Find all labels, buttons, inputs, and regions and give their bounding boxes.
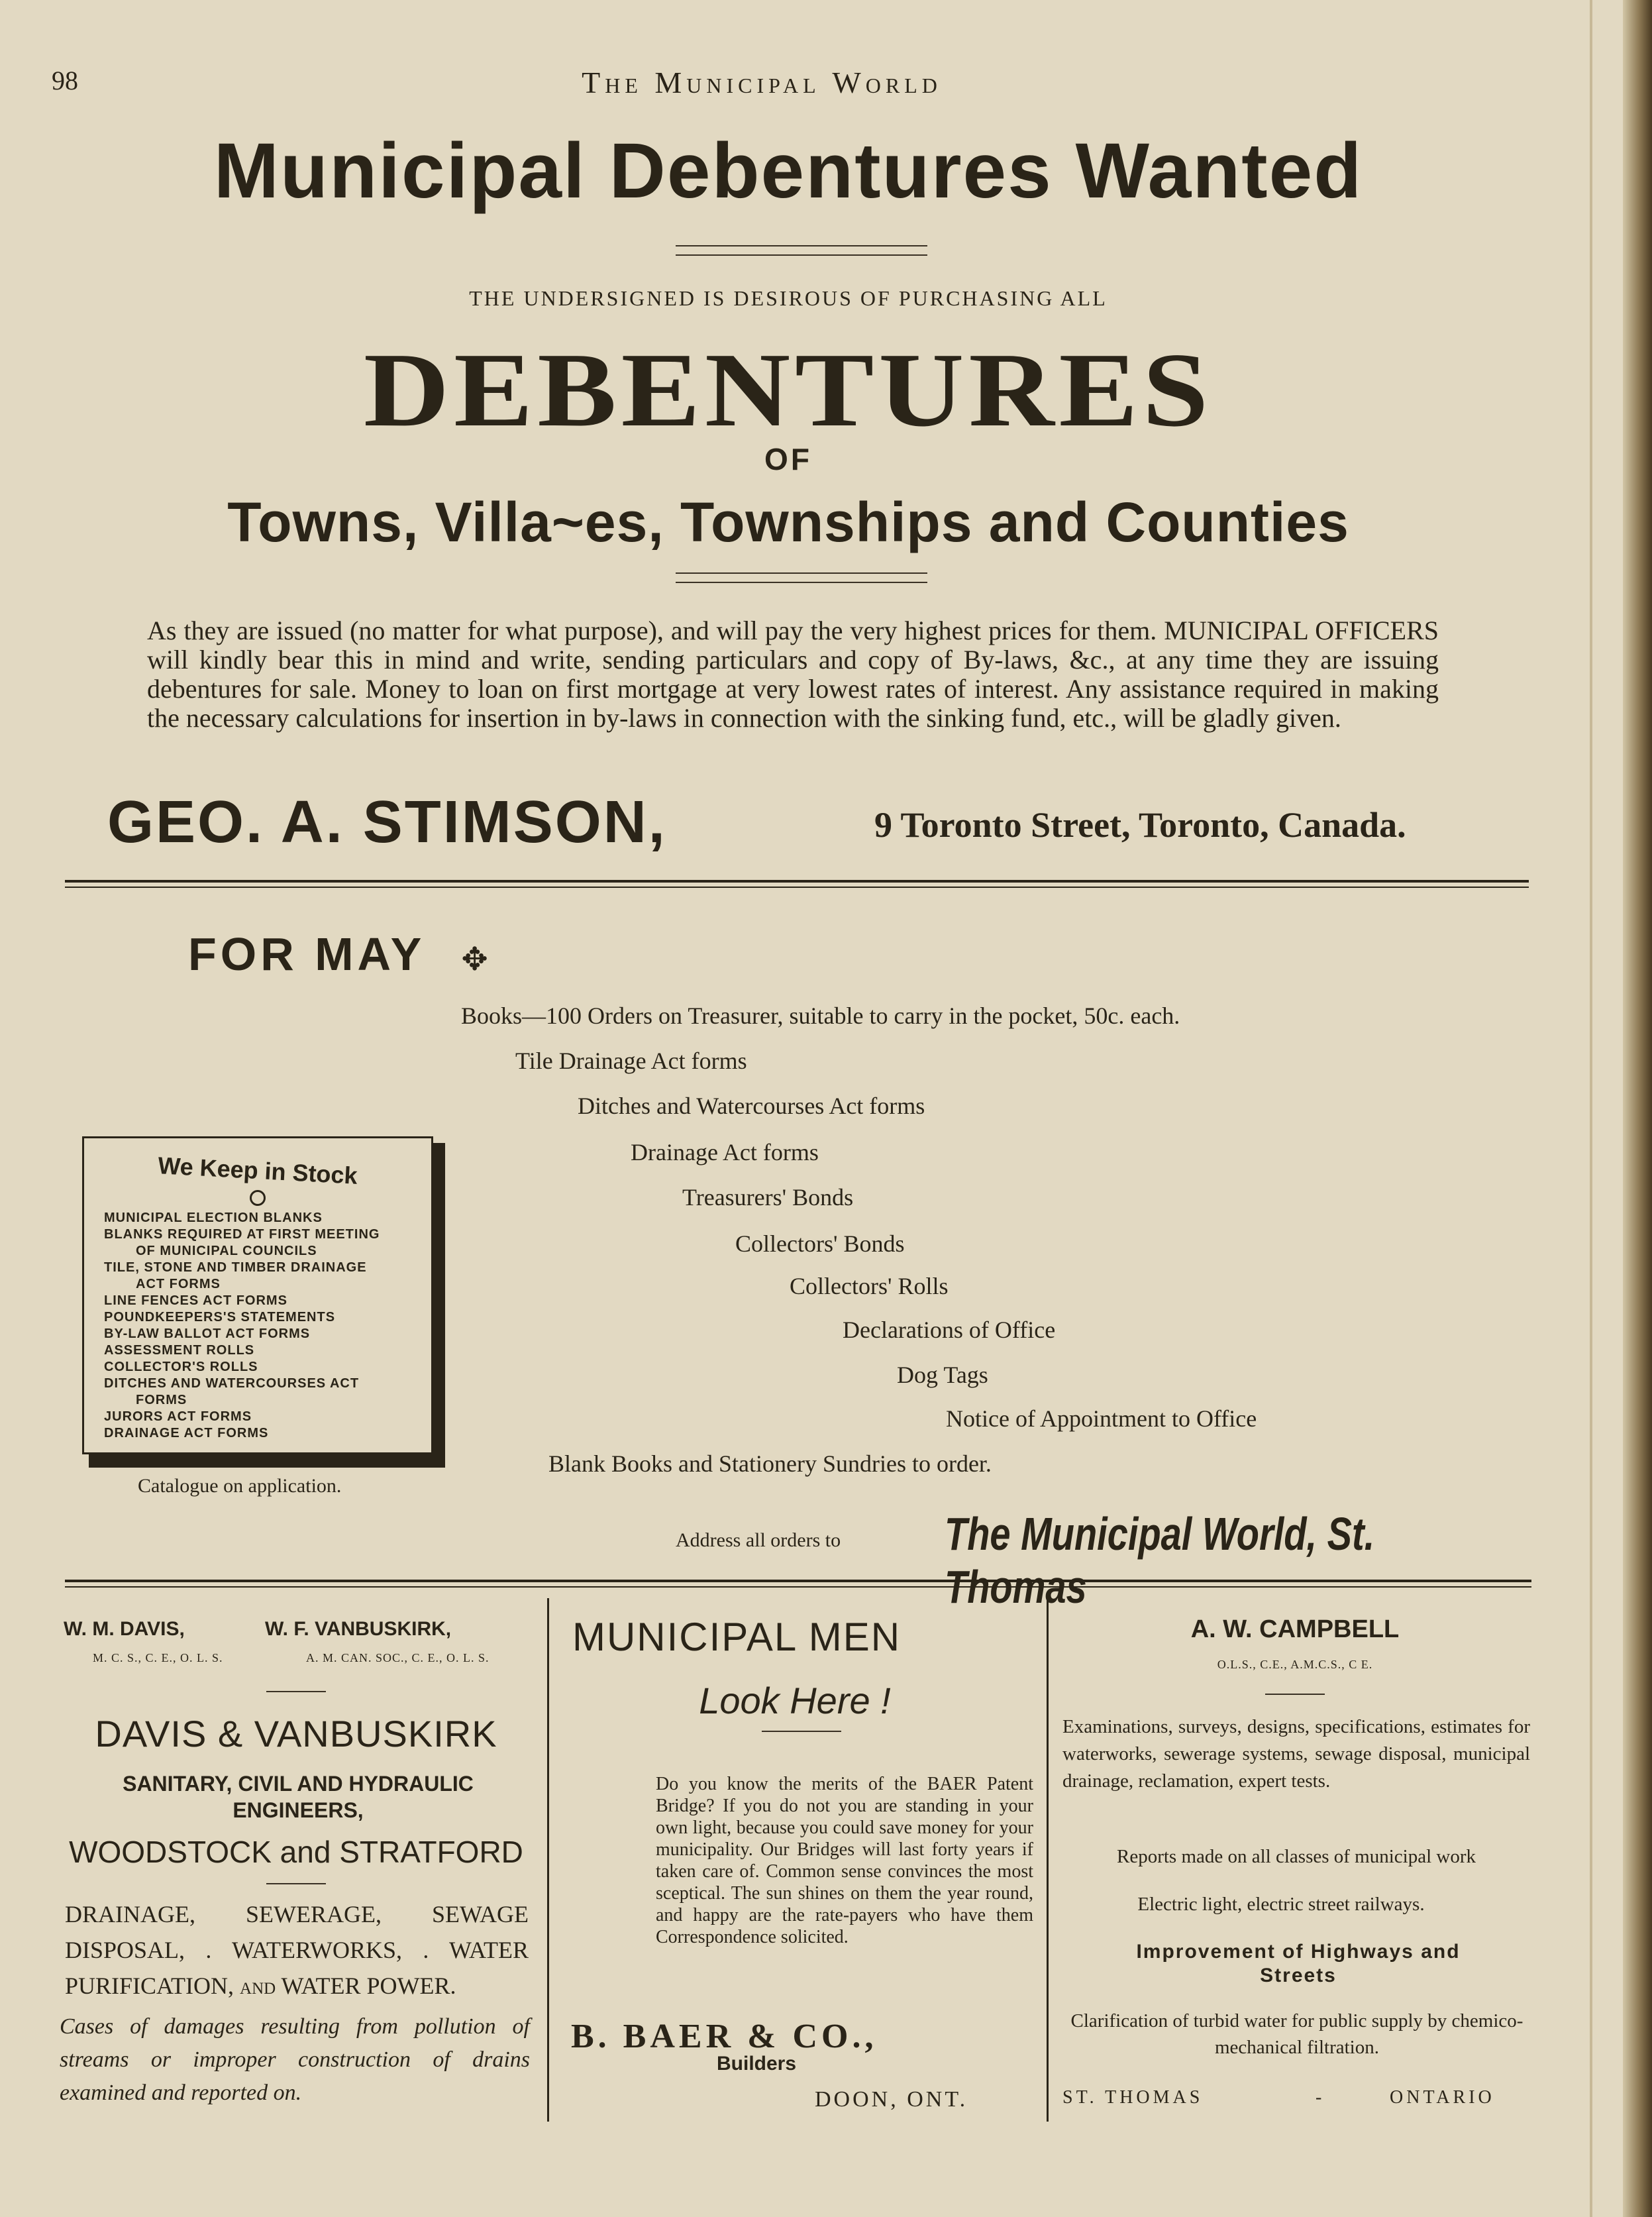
- address-label: Address all orders to: [676, 1529, 841, 1551]
- ornamental-rule: [676, 245, 927, 256]
- of-line: OF: [764, 442, 812, 476]
- stock-item: FORMS: [136, 1393, 187, 1407]
- list-item: Treasurers' Bonds: [682, 1184, 854, 1211]
- stock-item: COLLECTOR'S ROLLS: [104, 1360, 258, 1374]
- baer-company: B. BAER & CO.,: [571, 2018, 878, 2055]
- page-number: 98: [52, 66, 78, 95]
- stock-box-title: We Keep in Stock: [157, 1152, 358, 1189]
- section-rule: [65, 887, 1529, 888]
- list-item: Collectors' Bonds: [735, 1230, 905, 1257]
- stock-item: LINE FENCES ACT FORMS: [104, 1293, 287, 1308]
- stock-item: TILE, STONE AND TIMBER DRAINAGE: [104, 1260, 367, 1275]
- stock-item: ACT FORMS: [136, 1277, 221, 1291]
- list-item: Declarations of Office: [843, 1317, 1056, 1343]
- short-rule: [266, 1691, 326, 1692]
- list-item: Books—100 Orders on Treasurer, suitable to carry in the pocket, 50c. each.: [461, 1002, 1180, 1029]
- list-item: Tile Drainage Act forms: [515, 1048, 747, 1074]
- page-edge-shadow: [1623, 0, 1652, 2217]
- firm-name: DAVIS & VANBUSKIRK: [95, 1713, 497, 1755]
- engineer-credentials: M. C. S., C. E., O. L. S.: [93, 1651, 223, 1664]
- list-item: Drainage Act forms: [631, 1139, 819, 1165]
- circle-ornament-icon: [250, 1190, 266, 1206]
- baer-role: Builders: [717, 2053, 797, 2075]
- ad-body-text: As they are issued (no matter for what purpose), and will pay the very highest prices for them. MUNICIPAL OFFICERS will kindly bear this in mind and write, sending particulars and copy of By-laws, &c., at any time they are issuing debentures for sale. Money to loan on first mortgage at very lowest rates of interest. Any assistance required in making the necessary calculations for insertion in by-laws in connection with the sinking fund, etc., will be gladly given.: [147, 616, 1439, 733]
- stock-item: DRAINAGE ACT FORMS: [104, 1426, 269, 1440]
- stock-item: BY-LAW BALLOT ACT FORMS: [104, 1326, 311, 1341]
- stock-item: POUNDKEEPERS'S STATEMENTS: [104, 1310, 336, 1325]
- running-head: The Municipal World: [582, 66, 942, 99]
- stock-box: [82, 1136, 433, 1454]
- engineer-name: W. F. VANBUSKIRK,: [265, 1618, 452, 1640]
- advertiser-name: GEO. A. STIMSON,: [107, 789, 667, 855]
- subjects-line: Towns, Villa~es, Townships and Counties: [227, 491, 1349, 553]
- stock-item: MUNICIPAL ELECTION BLANKS: [104, 1211, 323, 1225]
- campbell-reports: Reports made on all classes of municipal work: [1116, 1846, 1476, 1867]
- engineer-credentials: A. M. CAN. SOC., C. E., O. L. S.: [306, 1651, 490, 1664]
- list-item: Dog Tags: [897, 1362, 988, 1388]
- ornament-icon: ✥: [461, 942, 492, 977]
- short-rule: [762, 1731, 841, 1732]
- list-item: Blank Books and Stationery Sundries to order.: [548, 1450, 992, 1477]
- campbell-highways: Improvement of Highways and Streets: [1136, 1941, 1461, 1986]
- section-rule: [65, 880, 1529, 883]
- baer-body: Do you know the merits of the BAER Patent Bridge? If you do not you are standing in your own light, because you could save money for your municipality. Our Bridges will last forty years if taken care of. Common sense convinces the most sceptical. The sun shines on them the year round, and happy are the rate-payers who have them Correspondence solicited.: [656, 1774, 1033, 1947]
- section-rule: [65, 1586, 1531, 1588]
- advertiser-address: 9 Toronto Street, Toronto, Canada.: [874, 805, 1406, 845]
- campbell-name: A. W. CAMPBELL: [1190, 1615, 1400, 1643]
- short-rule: [1265, 1694, 1325, 1695]
- firm-note: Cases of damages resulting from pollution of streams or improper construction of drains examined and reported on.: [60, 2014, 530, 2105]
- firm-location: WOODSTOCK and STRATFORD: [69, 1835, 523, 1869]
- page-edge-line: [1590, 0, 1592, 2217]
- stock-item: BLANKS REQUIRED AT FIRST MEETING: [104, 1227, 380, 1242]
- ornamental-rule: [676, 572, 927, 583]
- baer-location: DOON, ONT.: [815, 2087, 968, 2112]
- campbell-clarification: Clarification of turbid water for public supply by chemico-mechanical filtration.: [1070, 2010, 1523, 2058]
- for-may-heading: [188, 928, 492, 981]
- list-item: Notice of Appointment to Office: [946, 1405, 1257, 1432]
- ad-headline: Municipal Debentures Wanted: [213, 127, 1363, 215]
- catalogue-note: Catalogue on application.: [138, 1475, 342, 1497]
- campbell-province: ONTARIO: [1390, 2087, 1495, 2108]
- stock-list: [104, 1210, 422, 1442]
- campbell-electric: Electric light, electric street railways.: [1137, 1894, 1425, 1915]
- address-value: The Municipal World, St.: [945, 1508, 1375, 1560]
- box-shadow: [89, 1453, 445, 1468]
- for-may-heading-text: FOR MAY: [188, 928, 425, 980]
- stock-item: DITCHES AND WATERCOURSES ACT: [104, 1376, 360, 1391]
- firm-services: DRAINAGE, SEWERAGE, SEWAGE DISPOSAL, . WATERWORKS, . WATER PURIFICATION, and WATER POWER.: [65, 1901, 529, 1999]
- column-divider: [547, 1598, 549, 2122]
- engineer-name: W. M. DAVIS,: [64, 1618, 185, 1640]
- column-divider: [1047, 1598, 1049, 2122]
- campbell-credentials: O.L.S., C.E., A.M.C.S., C E.: [1217, 1658, 1373, 1671]
- campbell-city: ST. THOMAS: [1062, 2087, 1204, 2108]
- campbell-services: Examinations, surveys, designs, specifications, estimates for waterworks, sewerage systems, sewage disposal, municipal drainage, reclamation, expert tests.: [1062, 1716, 1530, 1792]
- baer-subheading: Look Here !: [699, 1680, 891, 1721]
- firm-type: SANITARY, CIVIL AND HYDRAULIC ENGINEERS,: [123, 1772, 474, 1822]
- stock-item: JURORS ACT FORMS: [104, 1409, 252, 1424]
- campbell-dash: -: [1316, 2087, 1322, 2108]
- debentures-title: DEBENTURES: [363, 331, 1213, 449]
- stock-item: OF MUNICIPAL COUNCILS: [136, 1244, 317, 1258]
- stock-item: ASSESSMENT ROLLS: [104, 1343, 255, 1358]
- ad-subline: THE UNDERSIGNED IS DESIROUS OF PURCHASING ALL: [469, 286, 1108, 310]
- section-rule: [65, 1580, 1531, 1582]
- short-rule: [266, 1883, 326, 1884]
- list-item: Ditches and Watercourses Act forms: [578, 1093, 925, 1119]
- list-item: Collectors' Rolls: [790, 1273, 949, 1299]
- baer-heading: MUNICIPAL MEN: [572, 1615, 902, 1659]
